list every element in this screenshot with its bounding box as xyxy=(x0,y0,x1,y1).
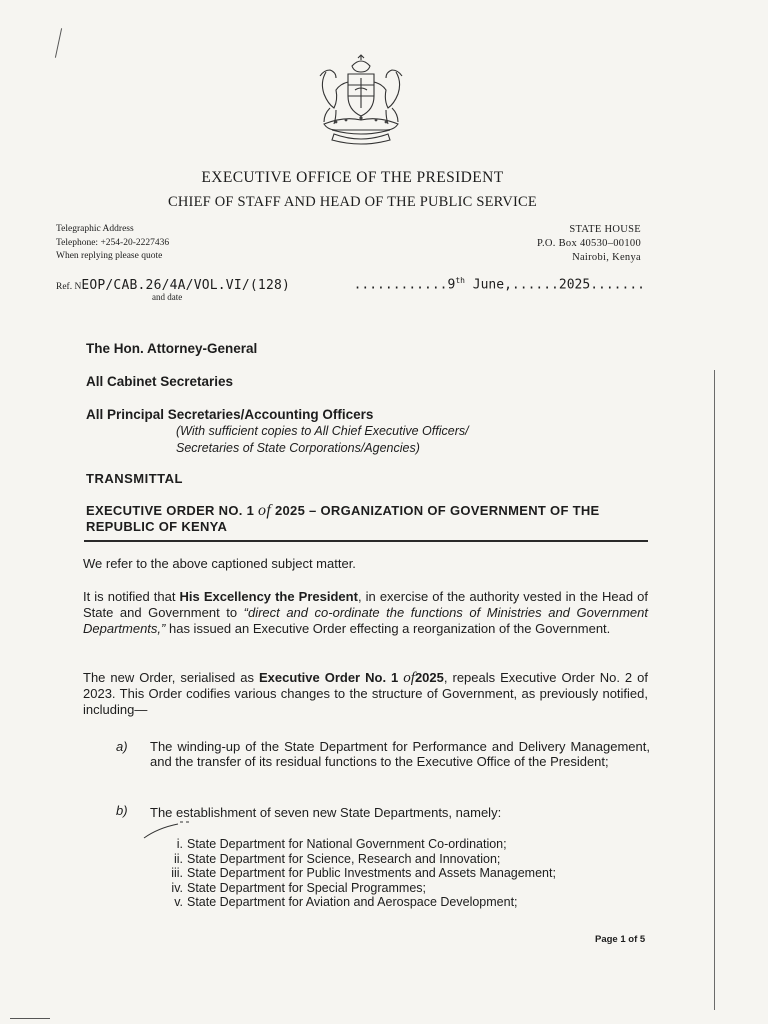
address-line: Nairobi, Kenya xyxy=(572,252,641,263)
text-bold: Executive Order No. 1 xyxy=(259,670,404,685)
sub-list xyxy=(150,837,650,910)
subject-part: 2025 – ORGANIZATION OF GOVERNMENT OF THE REPUBLIC OF KENYA xyxy=(86,503,600,534)
sub-item-text: State Department for Science, Research and Innovation; xyxy=(187,851,501,866)
text: , repeals Executive Order No. 2 of 2023. This Order codifies various changes to the structure of Government, as previously notified, including— xyxy=(83,670,649,717)
text: has issued an Executive Order effecting a reorganization of the Government. xyxy=(165,621,611,636)
sub-item-number: iv. xyxy=(171,880,183,895)
scan-mark xyxy=(10,1018,50,1019)
telegraphic-address: Telegraphic Address xyxy=(56,224,134,234)
kenya-coat-of-arms-icon xyxy=(306,52,416,148)
date-month: June, xyxy=(464,277,512,293)
sub-list-item xyxy=(150,837,650,852)
contact-info xyxy=(56,223,169,264)
letter-date xyxy=(354,276,645,292)
text-bold: 2025 xyxy=(414,670,444,685)
addressee-attorney-general: The Hon. Attorney-General xyxy=(86,341,258,356)
sub-item-number: iii. xyxy=(171,866,183,880)
sub-item-number: v. xyxy=(174,895,183,909)
date-suffix: th xyxy=(455,276,465,285)
paragraph-notification xyxy=(83,589,648,637)
scan-mark xyxy=(714,370,715,1010)
dots: ...... xyxy=(511,277,559,293)
sub-item-number: ii. xyxy=(173,851,183,866)
list-item: The establishment of seven new State Departments, namely: xyxy=(150,805,502,820)
subject-part: EXECUTIVE ORDER NO. 1 xyxy=(86,503,259,518)
addressee-note-line: (With sufficient copies to All Chief Executive Officers/ xyxy=(176,424,469,438)
paragraph-intro: We refer to the above captioned subject matter. xyxy=(83,556,356,571)
sub-list-item xyxy=(150,881,650,896)
addressee-principal-secretaries: All Principal Secretaries/Accounting Officers xyxy=(86,407,374,422)
subject-underline xyxy=(84,540,648,542)
text: It is notified that xyxy=(83,589,180,604)
sub-item-text: State Department for National Government Co-ordination; xyxy=(187,837,507,851)
sub-item-text: State Department for Special Programmes; xyxy=(187,880,426,895)
addressee-note-line: Secretaries of State Corporations/Agencies) xyxy=(176,441,420,455)
addressee-note xyxy=(176,423,636,457)
addressee-cabinet-secretaries: All Cabinet Secretaries xyxy=(86,374,234,389)
sub-list-item xyxy=(150,895,650,910)
sub-item-text: State Department for Aviation and Aerospace Development; xyxy=(187,895,518,909)
scan-mark xyxy=(55,28,62,58)
office-title: EXECUTIVE OFFICE OF THE PRESIDENT xyxy=(201,169,504,186)
subject-heading xyxy=(86,503,648,535)
postal-address xyxy=(537,223,641,265)
sub-list-item xyxy=(150,866,650,881)
telephone: Telephone: +254-20-2227436 xyxy=(56,237,170,248)
address-line: STATE HOUSE xyxy=(569,224,641,235)
item-marker: b) xyxy=(116,803,128,818)
date-day: 9 xyxy=(447,277,456,293)
text-bold: His Excellency the President xyxy=(179,589,358,604)
reply-note: When replying please quote xyxy=(56,251,163,261)
office-subtitle: CHIEF OF STAFF AND HEAD OF THE PUBLIC SERVICE xyxy=(168,194,537,210)
item-marker: a) xyxy=(116,739,128,754)
reference-prefix: Ref. N xyxy=(56,282,82,292)
dots: ............ xyxy=(353,277,448,293)
text: The new Order, serialised as xyxy=(83,670,260,685)
and-date-label: and date xyxy=(152,292,183,302)
text: , in exercise of the authority vested in the Head of State and Government to xyxy=(83,589,648,620)
list-item: The winding-up of the State Department for Performance and Delivery Management, and the transfer of its residual functions to the Executive Office of the President; xyxy=(150,739,650,769)
text-italic: “direct and co-ordinate the functions of Ministries and Government Departments,” xyxy=(83,605,648,636)
paragraph-new-order xyxy=(83,670,648,718)
reference-number: EOP/CAB.26/4A/VOL.VI/(128) xyxy=(81,278,291,293)
page-number: Page 1 of 5 xyxy=(595,934,646,945)
sub-item-number: i. xyxy=(176,837,183,851)
reference-line xyxy=(56,276,290,293)
text-italic: of xyxy=(403,670,415,686)
transmittal-heading: TRANSMITTAL xyxy=(86,471,183,486)
subject-of: of xyxy=(258,502,272,519)
dots: ....... xyxy=(590,277,645,293)
address-line: P.O. Box 40530–00100 xyxy=(536,238,641,249)
sub-item-text: State Department for Public Investments and Assets Management; xyxy=(187,866,556,880)
sub-list-item xyxy=(150,852,650,867)
date-year: 2025 xyxy=(558,277,591,293)
